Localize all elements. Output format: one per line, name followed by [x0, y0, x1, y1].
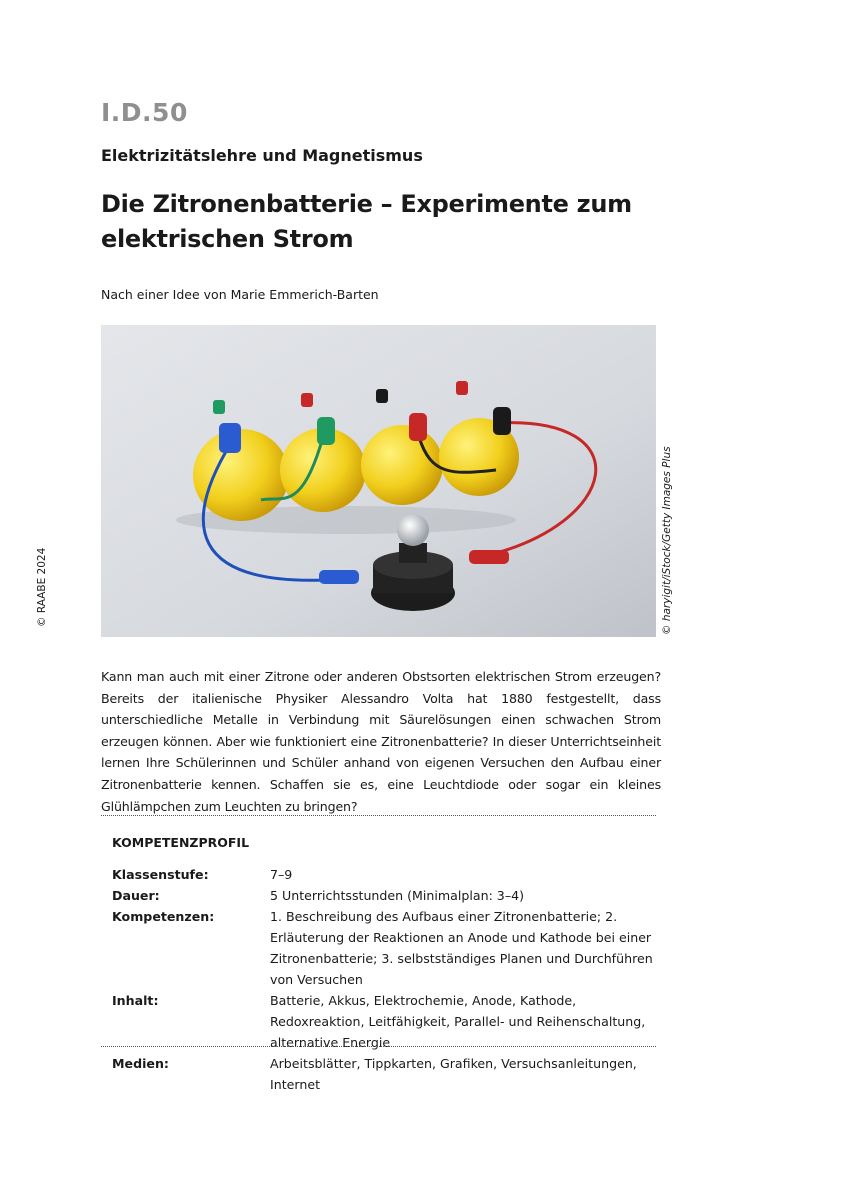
lemon-3 [361, 425, 443, 505]
row-label: Dauer: [112, 888, 160, 903]
kompetenzprofil-heading: KOMPETENZPROFIL [112, 835, 250, 850]
row-label: Medien: [112, 1056, 169, 1071]
row-label: Klassenstufe: [112, 867, 209, 882]
subject-heading: Elektrizitätslehre und Magnetismus [101, 146, 423, 165]
page-title: Die Zitronenbatterie – Experimente zum elektrischen Strom [101, 190, 632, 253]
kompetenzprofil-table [112, 864, 660, 1095]
dotted-divider-top [101, 815, 656, 816]
row-value: Arbeitsblätter, Tippkarten, Grafiken, Versuchsanleitungen, Internet [270, 1056, 637, 1092]
row-value: 1. Beschreibung des Aufbaus einer Zitronenbatterie; 2. Erläuterung der Reaktionen an Anode und Kathode bei einer Zitronenbatterie; 3. selbstständiges Planen und Durchführen von Versuchen [270, 909, 653, 987]
profile-row [112, 885, 660, 906]
row-value: 5 Unterrichtsstunden (Minimalplan: 3–4) [270, 888, 525, 903]
intro-paragraph: Kann man auch mit einer Zitrone oder anderen Obstsorten elektrischen Strom erzeugen? Bereits der italienische Physiker Alessandro Volta hat 1880 festgestellt, dass unterschiedliche Metalle in Verbindung mit Säurelösungen einen schwachen Strom erzeugen können. Aber wie funktioniert eine Zitronenbatterie? In dieser Unterrichtseinheit lernen Ihre Schülerinnen und Schüler anhand von eigenen Versuchen den Aufbau einer Zitronenbatterie kennen. Schaffen sie es, eine Leuchtdiode oder sogar ein kleines Glühlämpchen zum Leuchten zu bringen? [101, 669, 661, 814]
light-bulb [397, 514, 429, 546]
row-label: Kompetenzen: [112, 909, 215, 924]
profile-row [112, 906, 660, 990]
unit-code: I.D.50 [101, 98, 188, 127]
lemon-battery-photo [101, 325, 656, 637]
profile-row [112, 864, 660, 885]
row-value: 7–9 [270, 867, 293, 882]
side-copyright: © RAABE 2024 [36, 547, 48, 627]
row-label: Inhalt: [112, 993, 159, 1008]
row-value: Batterie, Akkus, Elektrochemie, Anode, Kathode, Redoxreaktion, Leitfähigkeit, Parallel- und Reihenschaltung, alternative Energie [270, 993, 646, 1050]
profile-row [112, 1053, 660, 1095]
profile-row [112, 990, 660, 1053]
photo-credit: © haryigit/iStock/Getty Images Plus [661, 446, 673, 635]
author-line: Nach einer Idee von Marie Emmerich-Barten [101, 287, 379, 302]
dotted-divider-bottom [101, 1046, 656, 1047]
